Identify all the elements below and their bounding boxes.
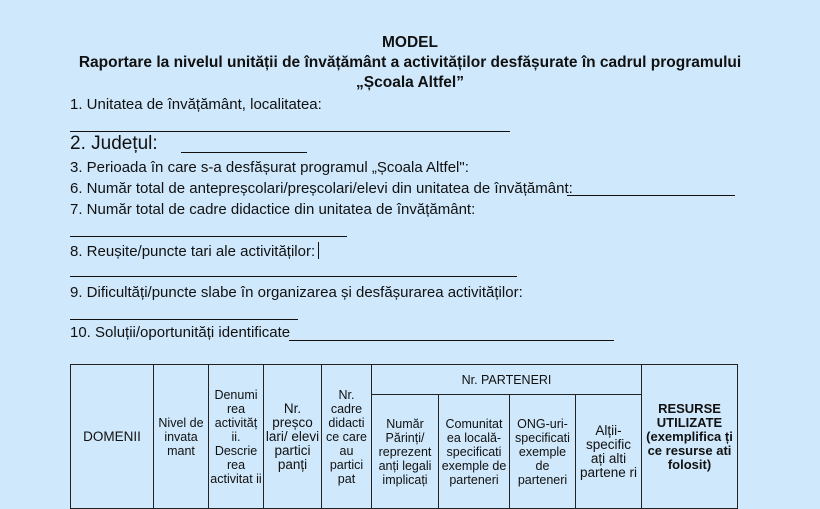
text-cursor: [318, 242, 319, 259]
col-altii: Alții- specific ați alti partene ri: [576, 395, 642, 509]
field-numar-cadre-blank[interactable]: [70, 236, 347, 237]
document-subtitle-line2: „Școala Altfel”: [356, 74, 464, 91]
field-numar-cadre-label: 7. Număr total de cadre didactice din unitatea de învățământ:: [70, 201, 476, 218]
field-judet-blank[interactable]: [181, 152, 307, 153]
col-parteneri-header: Nr. PARTENERI: [372, 365, 642, 395]
col-nr-prescolari: Nr. preșco lari/ elevi partici panți: [264, 365, 322, 509]
document-title: MODEL: [382, 34, 438, 51]
field-dificultati-label: 9. Dificultăți/puncte slabe în organizarea și desfășurarea activităților:: [70, 284, 523, 301]
field-reusite-label: [70, 242, 319, 261]
col-denumire: Denumi rea activităț ii. Descrie rea activitat ii: [209, 365, 264, 509]
field-unitate-label: 1. Unitatea de învățământ, localitatea:: [70, 96, 322, 113]
col-nr-cadre: Nr. cadre didacti ce care au partici pat: [322, 365, 372, 509]
field-judet-label: 2. Județul:: [70, 133, 158, 154]
field-perioada-label: 3. Perioada în care s-a desfășurat programul „Școala Altfel":: [70, 159, 469, 176]
field-solutii-label: 10. Soluții/oportunități identificate: [70, 324, 291, 341]
field-numar-elevi-blank[interactable]: [567, 195, 735, 196]
col-nivel: Nivel de invata mant: [154, 365, 209, 509]
field-reusite-text: 8. Reușite/puncte tari ale activităților:: [70, 243, 316, 260]
field-unitate-blank[interactable]: [70, 131, 510, 132]
col-resurse: RESURSE UTILIZATE (exemplifica ți ce resurse ati folosit): [642, 365, 738, 509]
col-comunitate: Comunitat ea locală- specificati exemple de parteneri: [439, 395, 510, 509]
activities-table: [70, 364, 738, 509]
col-parinti: Număr Părinți/ reprezent anți legali implicați: [372, 395, 439, 509]
field-reusite-blank[interactable]: [70, 276, 517, 277]
col-ong: ONG-uri- specificati exemple de parteneri: [510, 395, 576, 509]
col-domenii: DOMENII: [71, 365, 154, 509]
document-subtitle-line1: Raportare la nivelul unității de învățământ a activităților desfășurate în cadrul programului: [78, 54, 742, 71]
field-numar-elevi-label: 6. Număr total de antepreșcolari/preșcolari/elevi din unitatea de învățământ:: [70, 180, 573, 197]
field-solutii-blank[interactable]: [289, 340, 614, 341]
field-dificultati-blank[interactable]: [70, 319, 298, 320]
